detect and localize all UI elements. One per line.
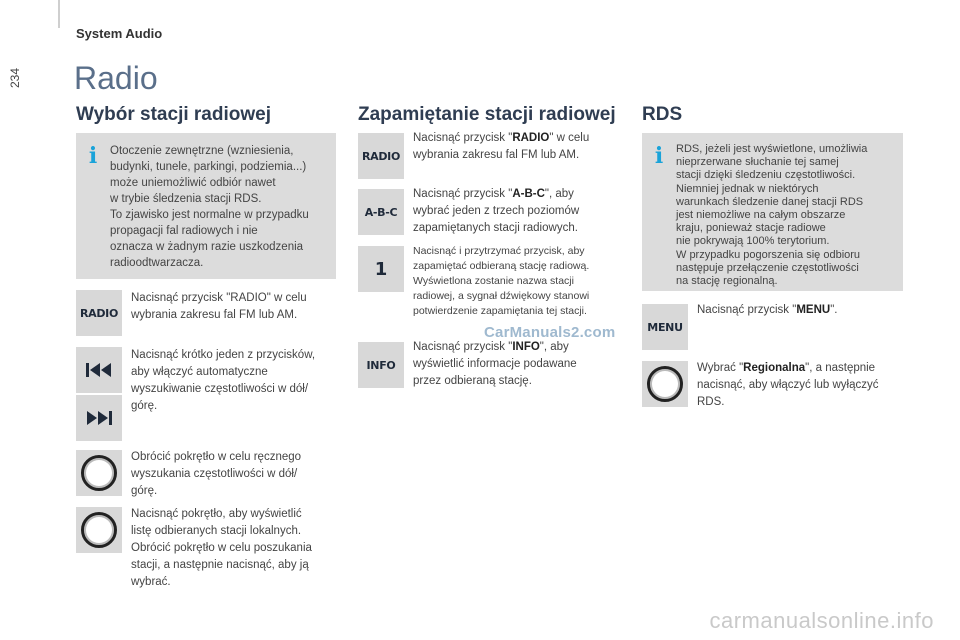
menu-button[interactable] bbox=[642, 304, 688, 350]
page-number: 234 bbox=[8, 67, 22, 88]
watermark-carmanuals: CarManuals2.com bbox=[484, 324, 616, 341]
col1-seek-text: Nacisnąć krótko jeden z przycisków, aby włączyć automatyczne wyszukiwanie częstotliwości w dół/ górę. bbox=[131, 349, 316, 412]
section-label: System Audio bbox=[76, 26, 163, 41]
rotary-knob-icon bbox=[81, 455, 117, 491]
footer-watermark: carmanualsonline.info bbox=[709, 608, 934, 633]
col1-knob-text-2: Nacisnąć pokrętło, aby wyświetlić listę odbieranych stacji lokalnych. Obrócić pokrętło w celu poszukania stacji, a następnie nacisnąć, aby ją wybrać. bbox=[131, 508, 312, 588]
col1-info-text: Otoczenie zewnętrzne (wzniesienia, budynki, tunele, parkingi, podziemia...) może uniemożliwić odbiór nawet w trybie śledzenia stacji RDS. To zjawisko jest normalne w przypadku propagacji fal radiowych i nie oznacza w żadnym razie uszkodzenia radioodtwarzacza. bbox=[110, 145, 309, 269]
col2-preset-text: Nacisnąć i przytrzymać przycisk, aby zapamiętać odbieraną stację radiową. Wyświetlona zostanie nazwa stacji radiowej, a sygnał dźwiękowy stanowi potwierdzenie zapamiętania tej stacji. bbox=[413, 245, 590, 317]
radio-button-label: RADIO bbox=[79, 306, 119, 320]
col2-title: Zapamiętanie stacji radiowej bbox=[358, 104, 616, 125]
col3-menu-text: Nacisnąć przycisk "MENU". bbox=[697, 304, 838, 316]
radio-button-2[interactable] bbox=[358, 133, 404, 179]
info-icon: i bbox=[88, 143, 98, 169]
abc-button-label: A-B-C bbox=[364, 205, 398, 219]
radio-button[interactable] bbox=[76, 290, 122, 336]
preset-1-button[interactable] bbox=[358, 246, 404, 292]
col2-abc-text: Nacisnąć przycisk "A-B-C", aby wybrać jeden z trzech poziomów zapamiętanych stacji radiowych. bbox=[413, 188, 580, 234]
radio-button-2-label: RADIO bbox=[361, 149, 401, 163]
rotary-knob-3[interactable] bbox=[642, 361, 688, 407]
preset-1-label: 1 bbox=[374, 258, 388, 280]
col1-info-box bbox=[76, 133, 336, 279]
rotary-knob-2[interactable] bbox=[76, 507, 122, 553]
rotary-knob-icon bbox=[81, 512, 117, 548]
abc-button[interactable] bbox=[358, 189, 404, 235]
seek-down-button[interactable] bbox=[76, 347, 122, 393]
previous-seek-icon bbox=[84, 360, 114, 380]
rotary-knob-icon bbox=[647, 366, 683, 402]
info-button[interactable] bbox=[358, 342, 404, 388]
info-button-label: INFO bbox=[366, 358, 396, 372]
page-title: Radio bbox=[74, 60, 158, 96]
col1-title: Wybór stacji radiowej bbox=[76, 104, 271, 125]
side-rule bbox=[58, 0, 60, 28]
col1-knob-text-1: Obrócić pokrętło w celu ręcznego wyszukania częstotliwości w dół/ górę. bbox=[131, 451, 302, 497]
rotary-knob-1[interactable] bbox=[76, 450, 122, 496]
col1-radio-text: Nacisnąć przycisk "RADIO" w celu wybrania zakresu fal FM lub AM. bbox=[131, 292, 307, 321]
next-seek-icon bbox=[84, 408, 114, 428]
menu-button-label: MENU bbox=[647, 320, 683, 334]
info-icon: i bbox=[654, 143, 664, 169]
col2-info-text: Nacisnąć przycisk "INFO", aby wyświetlić informacje podawane przez odbieraną stację. bbox=[413, 341, 577, 387]
col3-title: RDS bbox=[642, 104, 683, 125]
col3-info-box bbox=[642, 133, 903, 291]
col3-info-text: RDS, jeżeli jest wyświetlone, umożliwia nieprzerwane słuchanie tej samej stacji dzięki śledzeniu częstotliwości. Niemniej jednak w niektórych warunkach śledzenie danej stacji RDS jest niemożliwe na całym obszarze kraju, ponieważ stacje radiowe nie pokrywają 100% terytorium. W przypadku pogorszenia się odbioru następuje przełączenie częstotliwości na stację regionalną. bbox=[676, 143, 868, 288]
seek-up-button[interactable] bbox=[76, 395, 122, 441]
col3-regional-text: Wybrać "Regionalna", a następnie nacisnąć, aby włączyć lub wyłączyć RDS. bbox=[697, 362, 879, 408]
col2-radio-text: Nacisnąć przycisk "RADIO" w celu wybrania zakresu fal FM lub AM. bbox=[413, 132, 590, 161]
